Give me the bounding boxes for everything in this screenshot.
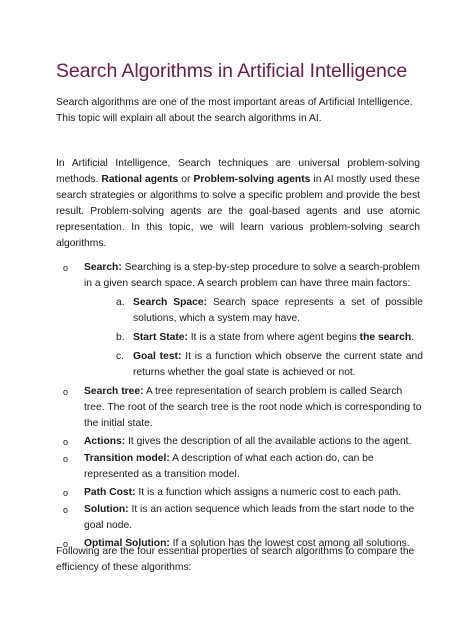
- list-item-actions: [63, 434, 423, 450]
- definitions-list: [63, 260, 423, 553]
- sub-item-text: It is a state from where agent begins: [187, 332, 360, 343]
- body-text-1: In Artificial Intelligence, Search techniques are universal problem-solving methods.: [56, 158, 420, 185]
- bullet-icon: o: [63, 538, 69, 549]
- list-text: A description of what each action do, can be represented as a transition model.: [84, 453, 374, 480]
- list-term: Optimal Solution:: [84, 537, 170, 549]
- bullet-icon: o: [63, 454, 69, 464]
- list-text: If a solution has the lowest cost among all solutions.: [169, 537, 410, 549]
- sub-item-text: It is a function which observe the current state and returns whether the goal state is achieved or not.: [133, 351, 423, 378]
- body-paragraph: [56, 156, 420, 252]
- list-term: Solution:: [84, 504, 129, 515]
- sub-item-tail: .: [411, 332, 415, 343]
- list-item-solution: [63, 502, 423, 534]
- sub-item-text: Search space represents a set of possible solutions, which a system may have.: [133, 297, 423, 324]
- list-text: A tree representation of search problem is called Search tree. The root of the search tree is the root node which is corresponding to the initial state.: [84, 386, 422, 429]
- sub-item-letter: b.: [116, 332, 125, 343]
- bullet-icon: o: [63, 387, 69, 397]
- bullet-icon: o: [63, 263, 69, 273]
- bullet-icon: o: [63, 436, 69, 447]
- sub-item-term: Start State:: [133, 332, 188, 343]
- list-text: It is an action sequence which leads from the start node to the goal node.: [84, 504, 415, 531]
- sub-item-letter: a.: [116, 297, 125, 308]
- sub-item-term: Search Space:: [133, 297, 208, 308]
- outro-paragraph: Following are the four essential properties of search algorithms to compare the efficiency of these algorithms:: [56, 546, 415, 573]
- list-term: Search tree:: [84, 386, 144, 397]
- list-item-transition-model: [63, 451, 423, 483]
- list-item-path-cost: [63, 485, 423, 501]
- sub-item-term: Goal test:: [133, 351, 182, 362]
- list-text: It gives the description of all the available actions to the agent.: [125, 435, 412, 447]
- sub-item-start-state: [105, 330, 423, 346]
- intro-paragraph: Search algorithms are one of the most important areas of Artificial Intelligence. This topic will explain all about the search algorithms in AI.: [56, 97, 413, 124]
- list-term: Actions:: [84, 435, 126, 447]
- body-text-3: in AI mostly used these search strategies or algorithms to solve a specific problem and provide the best result. Problem-solving agents are the goal-based agents and use atomic representation. In this topic, we will learn various problem-solving search algorithms.: [56, 174, 420, 249]
- sub-item-search-space: [105, 295, 423, 327]
- body-bold-problem-solving-agents: Problem-solving agents: [193, 174, 311, 185]
- sub-list: [84, 295, 423, 381]
- list-term: Transition model:: [84, 453, 170, 464]
- list-item-search: [63, 260, 423, 381]
- body-text-2: or: [178, 174, 194, 185]
- sub-item-letter: c.: [116, 351, 125, 362]
- sub-item-goal-test: [105, 349, 423, 381]
- bullet-icon: o: [63, 505, 69, 515]
- list-term: Search:: [84, 262, 122, 273]
- sub-item-bold-tail: the search: [359, 332, 412, 343]
- list-item-search-tree: [63, 384, 423, 432]
- list-text: Searching is a step-by-step procedure to solve a search-problem in a given search space. A search problem can have three main factors:: [84, 262, 420, 289]
- bullet-icon: o: [63, 487, 69, 498]
- page-title: Search Algorithms in Artificial Intelligence: [56, 60, 408, 82]
- list-term: Path Cost:: [84, 486, 136, 498]
- body-bold-rational-agents: Rational agents: [101, 174, 179, 185]
- list-text: It is a function which assigns a numeric cost to each path.: [135, 486, 402, 498]
